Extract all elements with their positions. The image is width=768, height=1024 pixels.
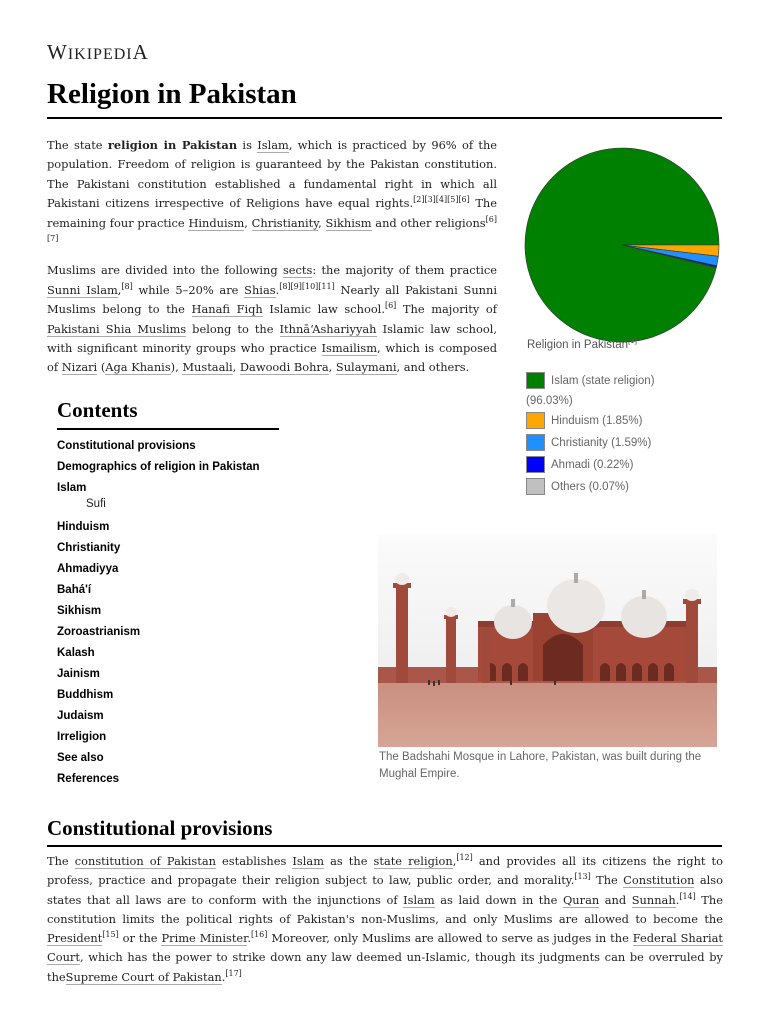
toc-item[interactable]: Buddhism <box>57 689 114 701</box>
citation-ref[interactable]: [14] <box>679 891 696 901</box>
legend-item <box>526 432 726 454</box>
text: . <box>675 892 680 907</box>
legend-swatch <box>526 456 545 473</box>
text: establishes <box>215 854 293 868</box>
toc-divider <box>57 428 279 430</box>
text: while 5–20% are <box>132 282 245 297</box>
logo-smallcaps: IKIPEDI <box>67 46 133 63</box>
legend-label: Hinduism (1.85%) <box>551 415 643 427</box>
citation-ref[interactable]: [6] <box>384 301 397 311</box>
text: , which is composed of <box>47 341 498 375</box>
legend-label: Ahmadi (0.22%) <box>551 459 634 471</box>
citation-ref[interactable]: [8][9][10][11] <box>279 282 335 292</box>
section-divider <box>47 845 722 847</box>
text: as the <box>324 854 374 868</box>
toc-item[interactable]: Bahá'í <box>57 584 92 596</box>
link-prime-minister[interactable]: Prime Minister <box>161 931 248 946</box>
link-sects[interactable]: sects <box>282 263 313 278</box>
toc-item[interactable]: Irreligion <box>57 731 107 743</box>
text: , which has the power to strike down any law deemed un-Islamic, though its judgments can be overruled by the <box>47 950 723 984</box>
text: as laid down in the <box>434 892 563 907</box>
pie-title: Religion in Pakistan <box>527 339 629 351</box>
link-sikhism[interactable]: Sikhism <box>325 215 372 230</box>
legend-swatch <box>526 478 545 495</box>
intro-section <box>47 136 497 387</box>
link-sunnah[interactable]: Sunnah <box>631 892 676 907</box>
text: also states that all laws are to conform with the injunctions of <box>47 873 723 907</box>
text: , <box>328 360 336 375</box>
text: Moreover, only Muslims are allowed to serve as judges in the <box>267 931 633 946</box>
legend-swatch <box>526 434 545 451</box>
link-islam[interactable]: Islam <box>292 854 325 868</box>
citation-ref[interactable]: [2][3][4][5][6] <box>413 195 470 205</box>
citation-ref[interactable]: [6][7] <box>47 214 497 244</box>
link-constitution[interactable]: Constitution <box>623 873 695 888</box>
mosque-image <box>378 535 717 747</box>
text: , <box>452 854 457 868</box>
legend-label: Others (0.07%) <box>551 481 629 493</box>
link-hinduism[interactable]: Hinduism <box>188 215 245 230</box>
legend-item <box>526 476 726 498</box>
text: , and others. <box>396 360 470 375</box>
text: , which is practiced by 96% of the population. Freedom of religion is guaranteed by the Pakistan constitution. The Pakistani constitution established a fundamental right in which all Pakistani citizens irrespective of Religions have equal rights. <box>47 138 498 211</box>
legend-item <box>526 370 726 410</box>
link-islam[interactable]: Islam <box>403 892 435 907</box>
link-mustaali[interactable]: Mustaali <box>182 360 233 375</box>
text: . <box>247 931 251 946</box>
citation-ref[interactable]: [12] <box>456 853 473 863</box>
toc-item[interactable]: Islam <box>57 482 87 494</box>
link-ithna-ashariyyah[interactable]: Ithnā‘Ashariyyah <box>279 321 377 336</box>
toc-item[interactable]: Hinduism <box>57 521 110 533</box>
legend-label: Islam (state religion) <box>551 375 655 387</box>
text: The majority of <box>396 302 497 317</box>
pie-legend <box>526 370 726 498</box>
text: , <box>318 215 326 230</box>
citation-ref[interactable]: [15] <box>102 930 119 940</box>
text: and other religions <box>371 215 486 230</box>
logo-letter-end: A <box>132 40 149 64</box>
text: belong to the <box>186 321 280 336</box>
link-shias[interactable]: Shias <box>244 282 276 297</box>
text: The remaining four practice <box>47 196 498 230</box>
toc-item[interactable]: Christianity <box>57 542 121 554</box>
badshahi-mosque-photo[interactable] <box>378 535 717 747</box>
text: is <box>237 138 258 152</box>
legend-value: (96.03%) <box>526 395 573 407</box>
link-aga-khanis[interactable]: Aga Khanis <box>105 360 171 375</box>
intro-paragraph-2 <box>47 261 497 377</box>
citation-ref[interactable]: [13] <box>574 872 591 882</box>
link-state-religion[interactable]: state religion <box>373 854 453 868</box>
text: , <box>232 360 240 375</box>
toc-item[interactable]: Kalash <box>57 647 95 659</box>
text: Islamic law school. <box>262 302 385 317</box>
link-quran[interactable]: Quran <box>562 892 600 907</box>
legend-item <box>526 454 726 476</box>
text: and provides all its citizens the right to profess, practice and propagate their religion subject to law, public order, and morality. <box>47 854 723 888</box>
text: . <box>221 969 226 984</box>
text: , <box>117 282 122 297</box>
title-divider <box>47 117 722 119</box>
intro-paragraph-1 <box>47 136 497 252</box>
legend-item <box>526 410 726 432</box>
toc-item[interactable]: References <box>57 773 120 785</box>
table-of-contents <box>57 398 279 790</box>
pie-svg <box>522 145 722 345</box>
text: The <box>590 873 624 888</box>
pie-caption <box>527 336 637 351</box>
bold-term: religion in Pakistan <box>107 138 238 152</box>
citation-ref[interactable]: [17] <box>225 968 242 978</box>
toc-item[interactable]: See also <box>57 752 104 764</box>
text: Muslims are divided into the following <box>47 263 283 278</box>
citation-ref[interactable]: [1] <box>628 336 637 346</box>
link-federal-shariat-court[interactable]: Federal Shariat Court <box>47 931 723 965</box>
toc-list <box>57 436 279 790</box>
link-pakistani-shia-muslims[interactable]: Pakistani Shia Muslims <box>47 321 187 336</box>
text: ( <box>97 360 106 375</box>
text: : the majority of them practice <box>312 263 497 278</box>
toc-item[interactable]: Judaism <box>57 710 104 722</box>
text: and <box>599 892 632 907</box>
photo-caption: The Badshahi Mosque in Lahore, Pakistan, was built during the Mughal Empire. <box>379 751 702 780</box>
toc-item[interactable]: Demographics of religion in Pakistan <box>57 461 260 473</box>
text: The <box>47 854 75 868</box>
link-sulaymani[interactable]: Sulaymani <box>335 360 397 375</box>
page-title: Religion in Pakistan <box>47 78 297 110</box>
toc-item[interactable]: Zoroastrianism <box>57 626 141 638</box>
wikipedia-logo[interactable] <box>47 40 149 65</box>
link-ismailism[interactable]: Ismailism <box>321 341 378 356</box>
toc-title: Contents <box>57 398 138 422</box>
text: Nearly all Pakistani Sunni Muslims belong to the <box>47 282 497 317</box>
text: . <box>275 282 280 297</box>
toc-item[interactable]: Sufi <box>86 498 106 510</box>
link-hanafi-fiqh[interactable]: Hanafi Fiqh <box>191 302 263 317</box>
toc-item[interactable]: Sikhism <box>57 605 102 617</box>
link-sunni-islam[interactable]: Sunni Islam <box>47 282 118 297</box>
section-paragraph <box>47 852 723 987</box>
text: , <box>244 215 252 230</box>
citation-ref[interactable]: [16] <box>250 930 268 940</box>
toc-item[interactable]: Jainism <box>57 668 100 680</box>
text: The state <box>47 138 108 152</box>
text: Islamic law school, with significant minority groups who practice <box>47 321 497 356</box>
section-heading: Constitutional provisions <box>47 816 273 840</box>
legend-swatch <box>526 412 545 429</box>
link-supreme-court-of-pakistan[interactable]: Supreme Court of Pakistan <box>65 969 222 984</box>
logo-letter: W <box>47 40 68 64</box>
legend-label: Christianity (1.59%) <box>551 437 652 449</box>
toc-item[interactable]: Constitutional provisions <box>57 440 196 452</box>
link-constitution-of-pakistan[interactable]: constitution of Pakistan <box>74 854 216 868</box>
legend-swatch <box>526 372 545 389</box>
link-nizari[interactable]: Nizari <box>61 360 98 375</box>
text: or the <box>118 931 162 946</box>
citation-ref[interactable]: [8] <box>121 282 133 292</box>
text: ), <box>170 360 183 375</box>
link-christianity[interactable]: Christianity <box>251 215 319 230</box>
link-president[interactable]: President <box>47 931 103 946</box>
link-dawoodi-bohra[interactable]: Dawoodi Bohra <box>239 360 329 375</box>
toc-item[interactable]: Ahmadiyya <box>57 563 119 575</box>
link-islam[interactable]: Islam <box>257 138 289 152</box>
text: The constitution limits the political rights of Pakistan's non-Muslims, and only Muslims are allowed to become the <box>47 892 723 926</box>
